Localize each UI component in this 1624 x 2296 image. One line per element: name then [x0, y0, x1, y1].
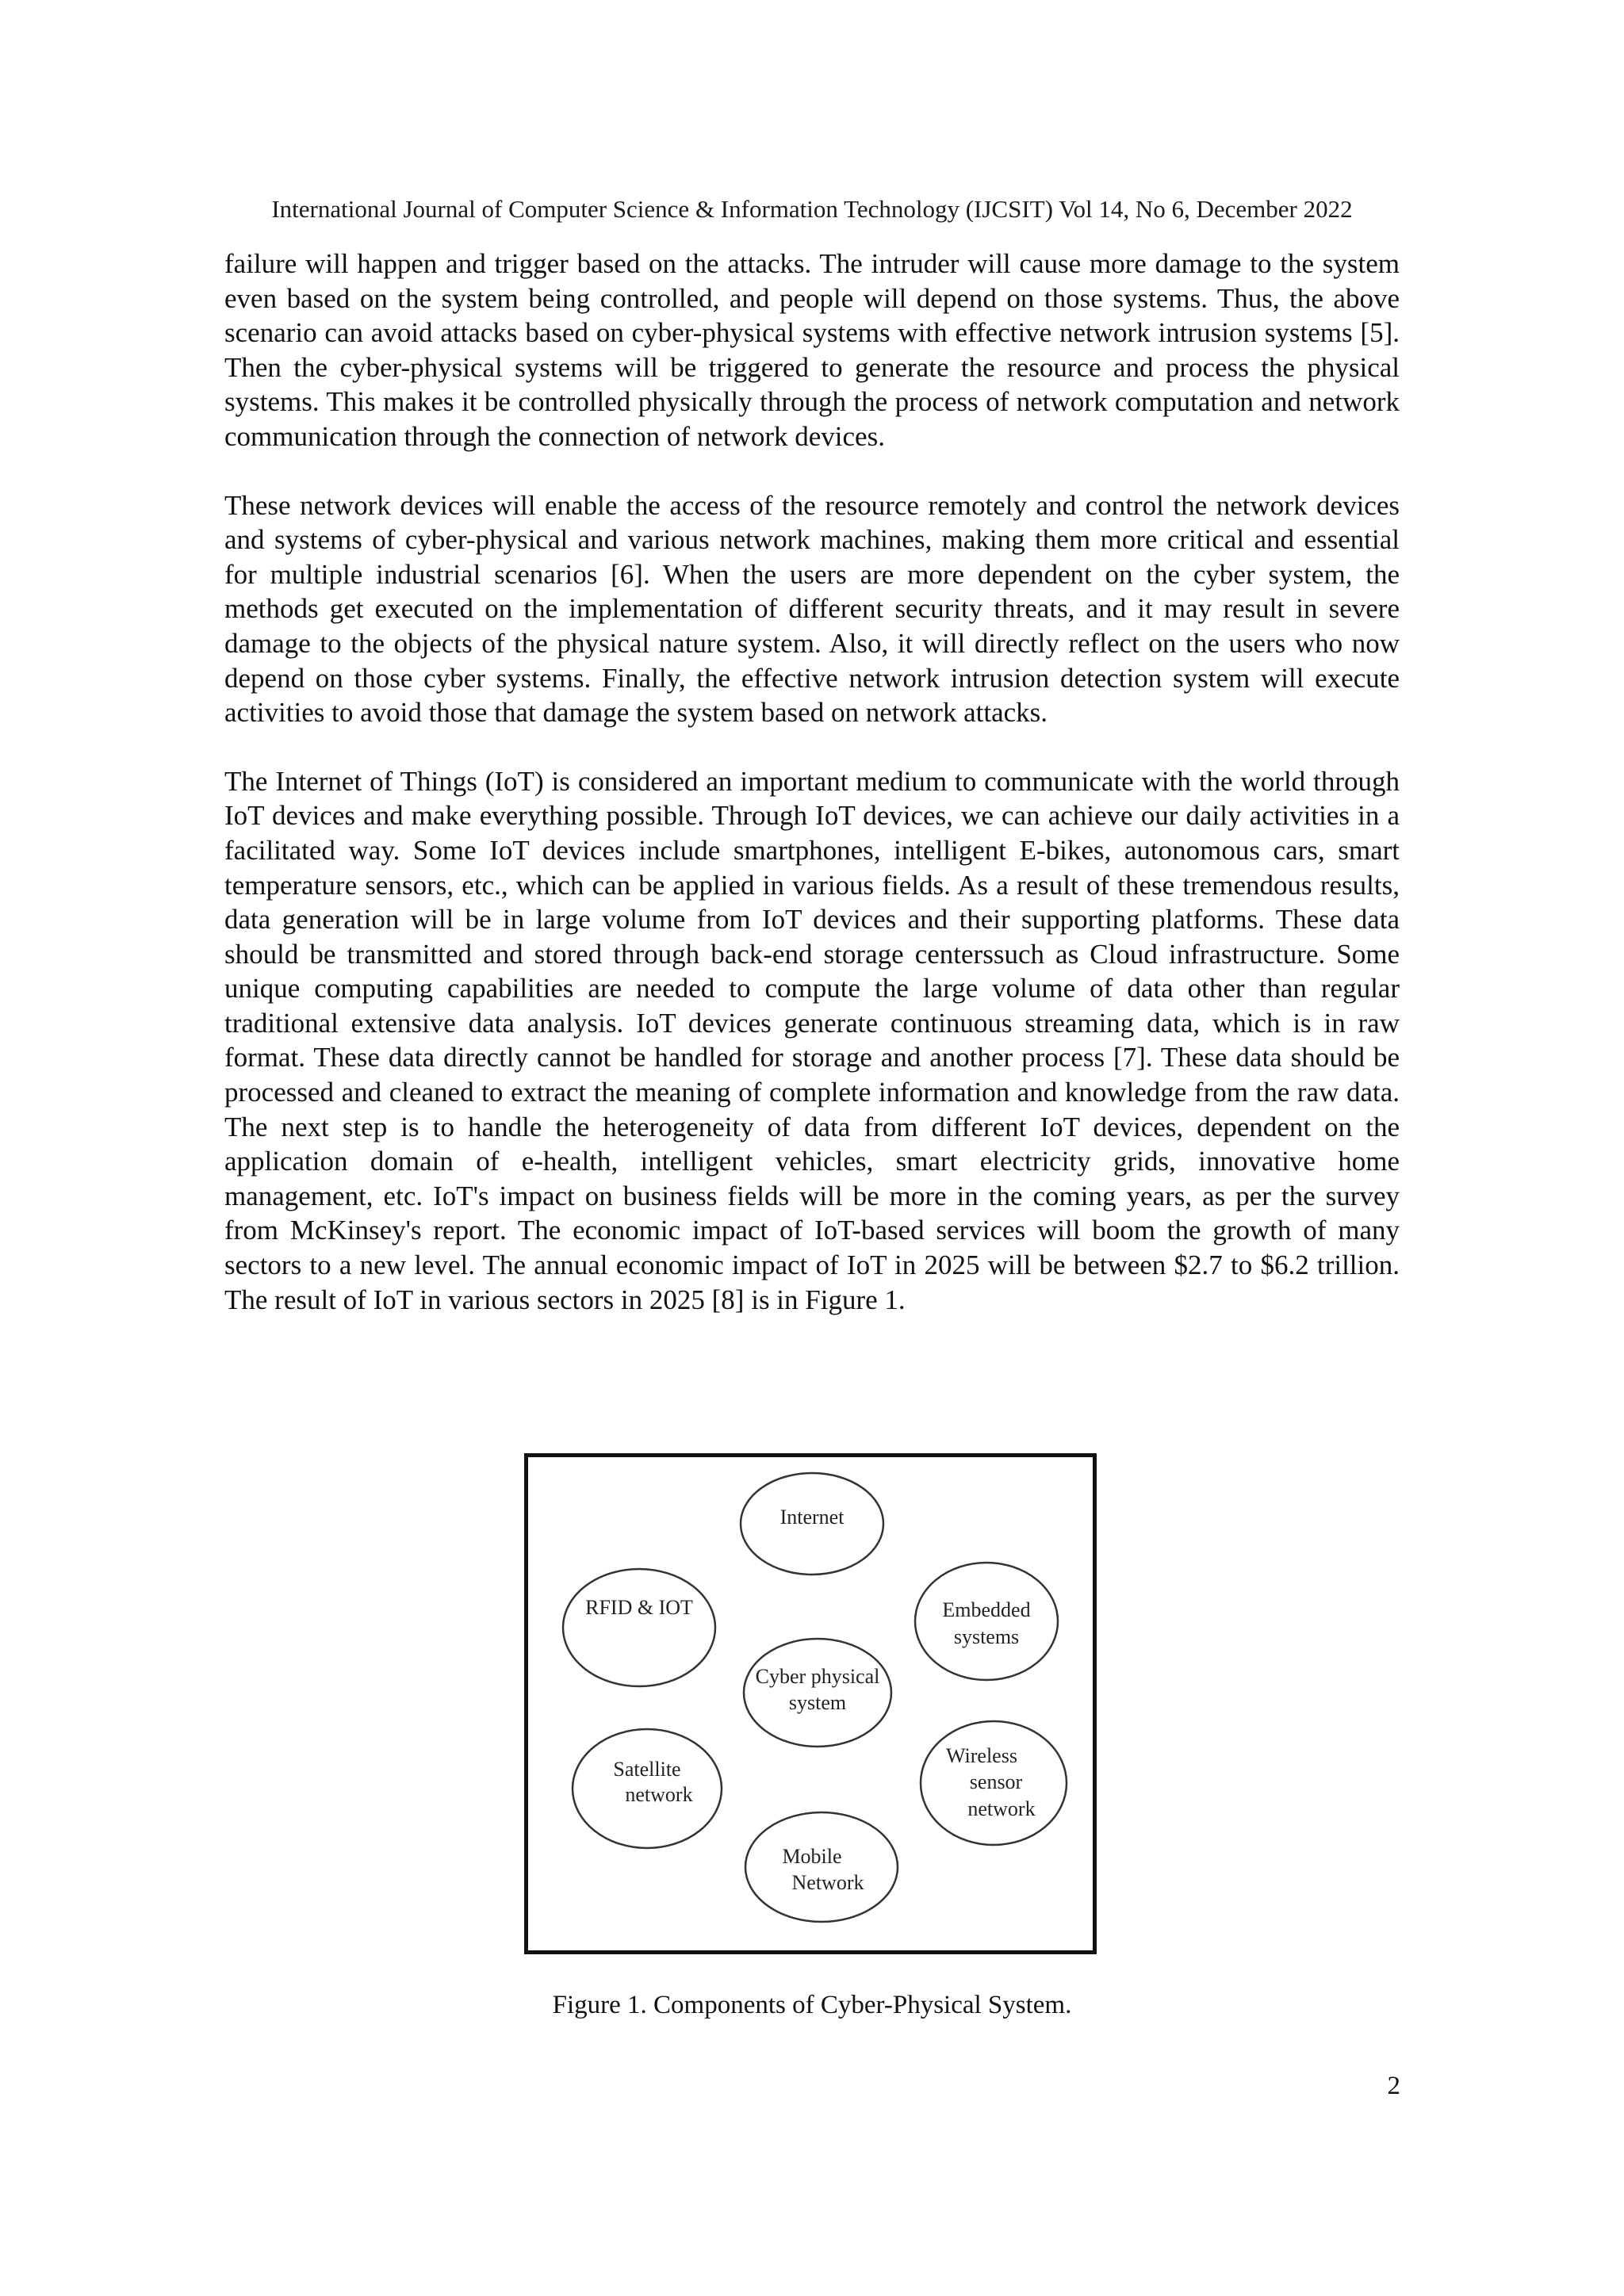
node-wireless-sensor-network	[921, 1721, 1067, 1845]
paragraph-2: These network devices will enable the access of the resource remotely and control the network devices and systems of cyber-physical and various network machines, making them more critical and essential for multiple industrial scenarios [6]. When the users are more dependent on the cyber system, the methods get executed on the implementation of different security threats, and it may result in severe damage to the objects of the physical nature system. Also, it will directly reflect on the users who now depend on those cyber systems. Finally, the effective network intrusion detection system will execute activities to avoid those that damage the system based on network attacks.	[224, 489, 1400, 729]
cps-diagram	[528, 1457, 1093, 1950]
node-wireless-line-3: network	[967, 1797, 1036, 1820]
node-satellite-line-2: network	[625, 1783, 693, 1806]
running-head: International Journal of Computer Science & Information Technology (IJCSIT) Vol 14, No 6, December 2022	[271, 195, 1353, 223]
node-mobile-line-2: Network	[791, 1871, 864, 1894]
body-text	[224, 247, 1400, 1317]
node-embedded-systems	[915, 1563, 1058, 1680]
node-mobile-line-1: Mobile	[782, 1845, 842, 1868]
node-rfid-line-1: RFID & IOT	[585, 1596, 693, 1619]
figure-1	[524, 1453, 1097, 1954]
node-internet	[741, 1473, 883, 1575]
figure-caption: Figure 1. Components of Cyber-Physical System.	[552, 1991, 1072, 2019]
node-rfid-iot	[563, 1569, 715, 1686]
paragraph-3: The Internet of Things (IoT) is considered an important medium to communicate with the world through IoT devices and make everything possible. Through IoT devices, we can achieve our daily activities in a facilitated way. Some IoT devices include smartphones, intelligent E-bikes, autonomous cars, smart temperature sensors, etc., which can be applied in various fields. As a result of these tremendous results, data generation will be in large volume from IoT devices and their supporting platforms. These data should be transmitted and stored through back-end storage centerssuch as Cloud infrastructure. Some unique computing capabilities are needed to compute the large volume of data other than regular traditional extensive data analysis. IoT devices generate continuous streaming data, which is in raw format. These data directly cannot be handled for storage and another process [7]. These data should be processed and cleaned to extract the meaning of complete information and knowledge from the raw data. The next step is to handle the heterogeneity of data from different IoT devices, dependent on the application domain of e-health, intelligent vehicles, smart electricity grids, innovative home management, etc. IoT's impact on business fields will be more in the coming years, as per the survey from McKinsey's report. The economic impact of IoT-based services will boom the growth of many sectors to a new level. The annual economic impact of IoT in 2025 will be between $2.7 to $6.2 trillion. The result of IoT in various sectors in 2025 [8] is in Figure 1.	[224, 765, 1400, 1315]
paragraph-1: failure will happen and trigger based on the attacks. The intruder will cause more damage to the system even based on the system being controlled, and people will depend on those systems. Thus, the above scenario can avoid attacks based on cyber-physical systems with effective network intrusion systems [5]. Then the cyber-physical systems will be triggered to generate the resource and process the physical systems. This makes it be controlled physically through the process of network computation and network communication through the connection of network devices.	[224, 248, 1400, 452]
node-cyber-physical-system	[744, 1639, 891, 1747]
node-mobile-network	[745, 1812, 898, 1922]
node-satellite-line-1: Satellite	[613, 1758, 681, 1781]
node-internet-line-1: Internet	[779, 1506, 845, 1529]
node-cps-line-2: system	[788, 1691, 847, 1714]
page-number: 2	[1387, 2072, 1400, 2100]
node-embedded-line-2: systems	[953, 1625, 1020, 1648]
node-cps-line-1: Cyber physical	[755, 1665, 880, 1688]
node-wireless-line-2: sensor	[969, 1770, 1023, 1793]
node-embedded-line-1: Embedded	[942, 1598, 1031, 1621]
node-wireless-line-1: Wireless	[946, 1744, 1017, 1767]
node-satellite-network	[573, 1729, 722, 1848]
